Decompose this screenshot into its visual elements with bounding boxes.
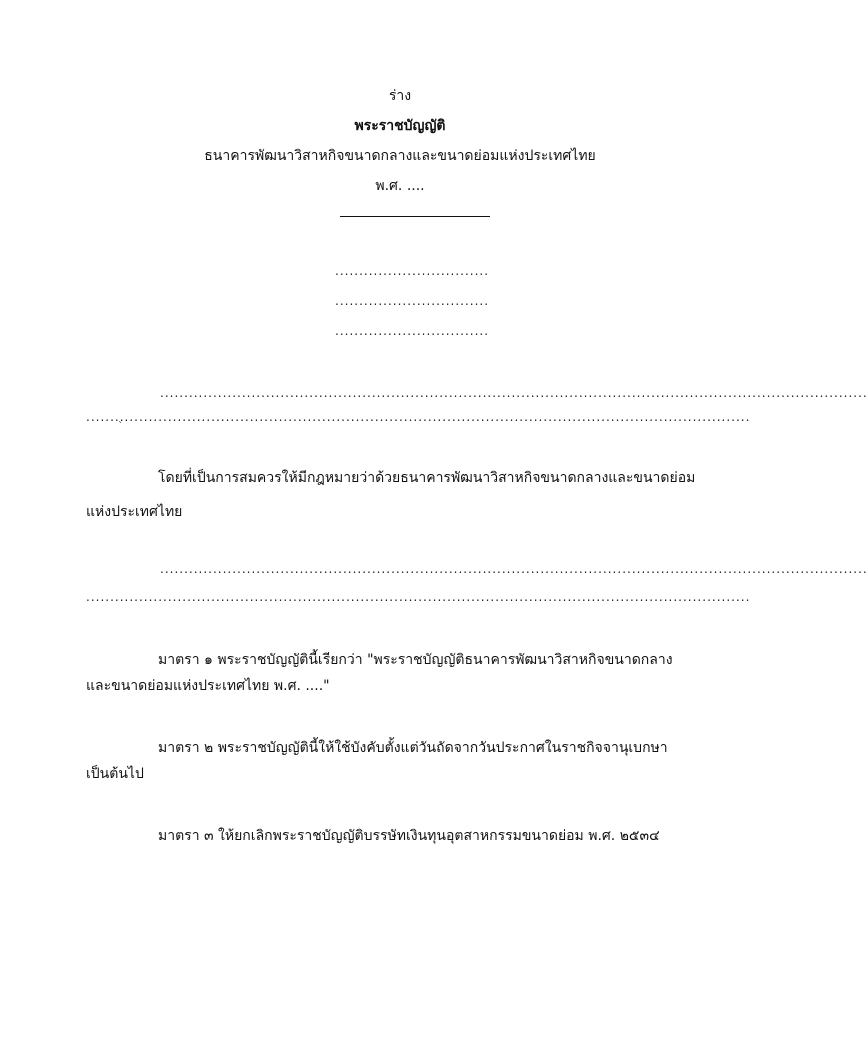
whereas-line-1: โดยที่เป็นการสมควรให้มีกฎหมายว่าด้วยธนาคารพัฒนาวิสาหกิจขนาดกลางและขนาดย่อม <box>158 470 696 486</box>
dotted-line-short-3: ................................ <box>335 324 490 338</box>
dotted-line-preamble-2: .......................................................................................................................................... <box>86 410 751 424</box>
dotted-line-short-1: ................................ <box>335 264 490 278</box>
section-2-line-2: เป็นต้นไป <box>86 766 144 782</box>
section-1 <box>86 650 726 696</box>
section-2 <box>86 738 726 784</box>
title-divider <box>340 216 490 217</box>
dotted-line-short-2: ................................ <box>335 294 490 308</box>
act-title: พระราชบัญญัติ <box>354 118 446 134</box>
section-3 <box>86 826 726 846</box>
whereas-paragraph <box>86 468 726 522</box>
bank-name-title: ธนาคารพัฒนาวิสาหกิจขนาดกลางและขนาดย่อมแห่งประเทศไทย <box>204 148 596 164</box>
section-1-line-2: และขนาดย่อมแห่งประเทศไทย พ.ศ. ...." <box>86 678 330 694</box>
year-line: พ.ศ. .... <box>375 178 425 194</box>
whereas-line-2: แห่งประเทศไทย <box>86 504 183 520</box>
section-2-line-1: มาตรา ๒ พระราชบัญญัตินี้ให้ใช้บังคับตั้งแต่วันถัดจากวันประกาศในราชกิจจานุเบกษา <box>158 740 668 756</box>
stray-mark: ` <box>118 421 123 432</box>
section-1-line-1: มาตรา ๑ พระราชบัญญัตินี้เรียกว่า "พระราชบัญญัติธนาคารพัฒนาวิสาหกิจขนาดกลาง <box>158 652 673 668</box>
section-3-line-1: มาตรา ๓ ให้ยกเลิกพระราชบัญญัติบรรษัทเงินทุนอุตสาหกรรมขนาดย่อม พ.ศ. ๒๕๓๔ <box>158 828 660 844</box>
dotted-line-preamble-1: ................................................................................................................................................... <box>160 386 868 400</box>
dotted-line-enact-1: ................................................................................................................................................... <box>160 562 868 576</box>
dotted-line-enact-2: .......................................................................................................................................... <box>86 590 751 604</box>
draft-label: ร่าง <box>388 88 412 104</box>
